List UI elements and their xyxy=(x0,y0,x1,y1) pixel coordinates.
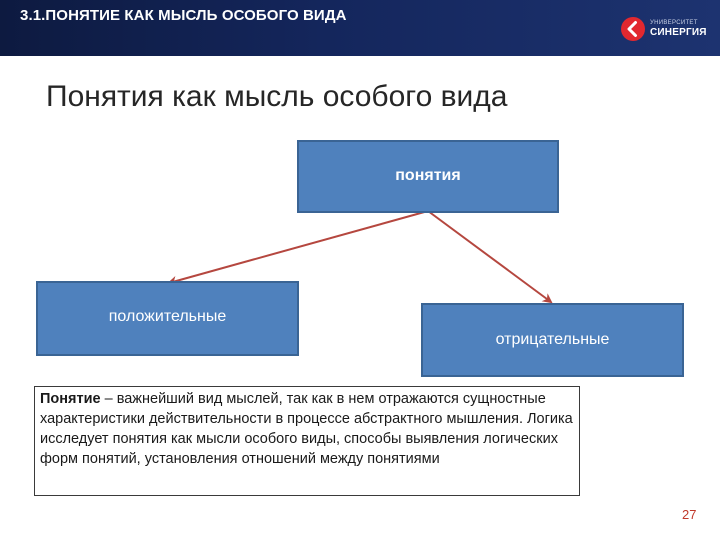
logo-text-university: УНИВЕРСИТЕТ xyxy=(650,20,698,26)
concept-node-root-label: понятия xyxy=(395,166,461,184)
logo-text-synergy: СИНЕРГИЯ xyxy=(650,27,707,38)
page-number: 27 xyxy=(682,507,697,522)
arrow-to-negative xyxy=(428,211,551,302)
definition-text: – важнейший вид мыслей, так как в нем отражаются сущностные характеристики действительности в процессе абстрактного мышления. Логика исследует понятия как мысли особого виды, способы выявления логических форм понятий, установления отношений между понятиями xyxy=(40,391,573,467)
university-logo xyxy=(620,14,714,44)
definition-box xyxy=(34,386,580,496)
arrow-to-positive xyxy=(169,211,428,283)
concept-node-negative xyxy=(421,303,684,377)
concept-node-negative-label: отрицательные xyxy=(495,331,610,348)
page-title: Понятия как мысль особого вида xyxy=(46,80,508,113)
definition-term: Понятие xyxy=(40,391,101,407)
header-bar xyxy=(0,0,720,56)
synergy-logo-icon xyxy=(620,16,646,42)
concept-node-positive xyxy=(36,281,299,356)
concept-node-root xyxy=(297,140,559,213)
concept-node-positive-label: положительные xyxy=(108,307,227,325)
header-title: 3.1.ПОНЯТИЕ КАК МЫСЛЬ ОСОБОГО ВИДА xyxy=(20,7,347,24)
